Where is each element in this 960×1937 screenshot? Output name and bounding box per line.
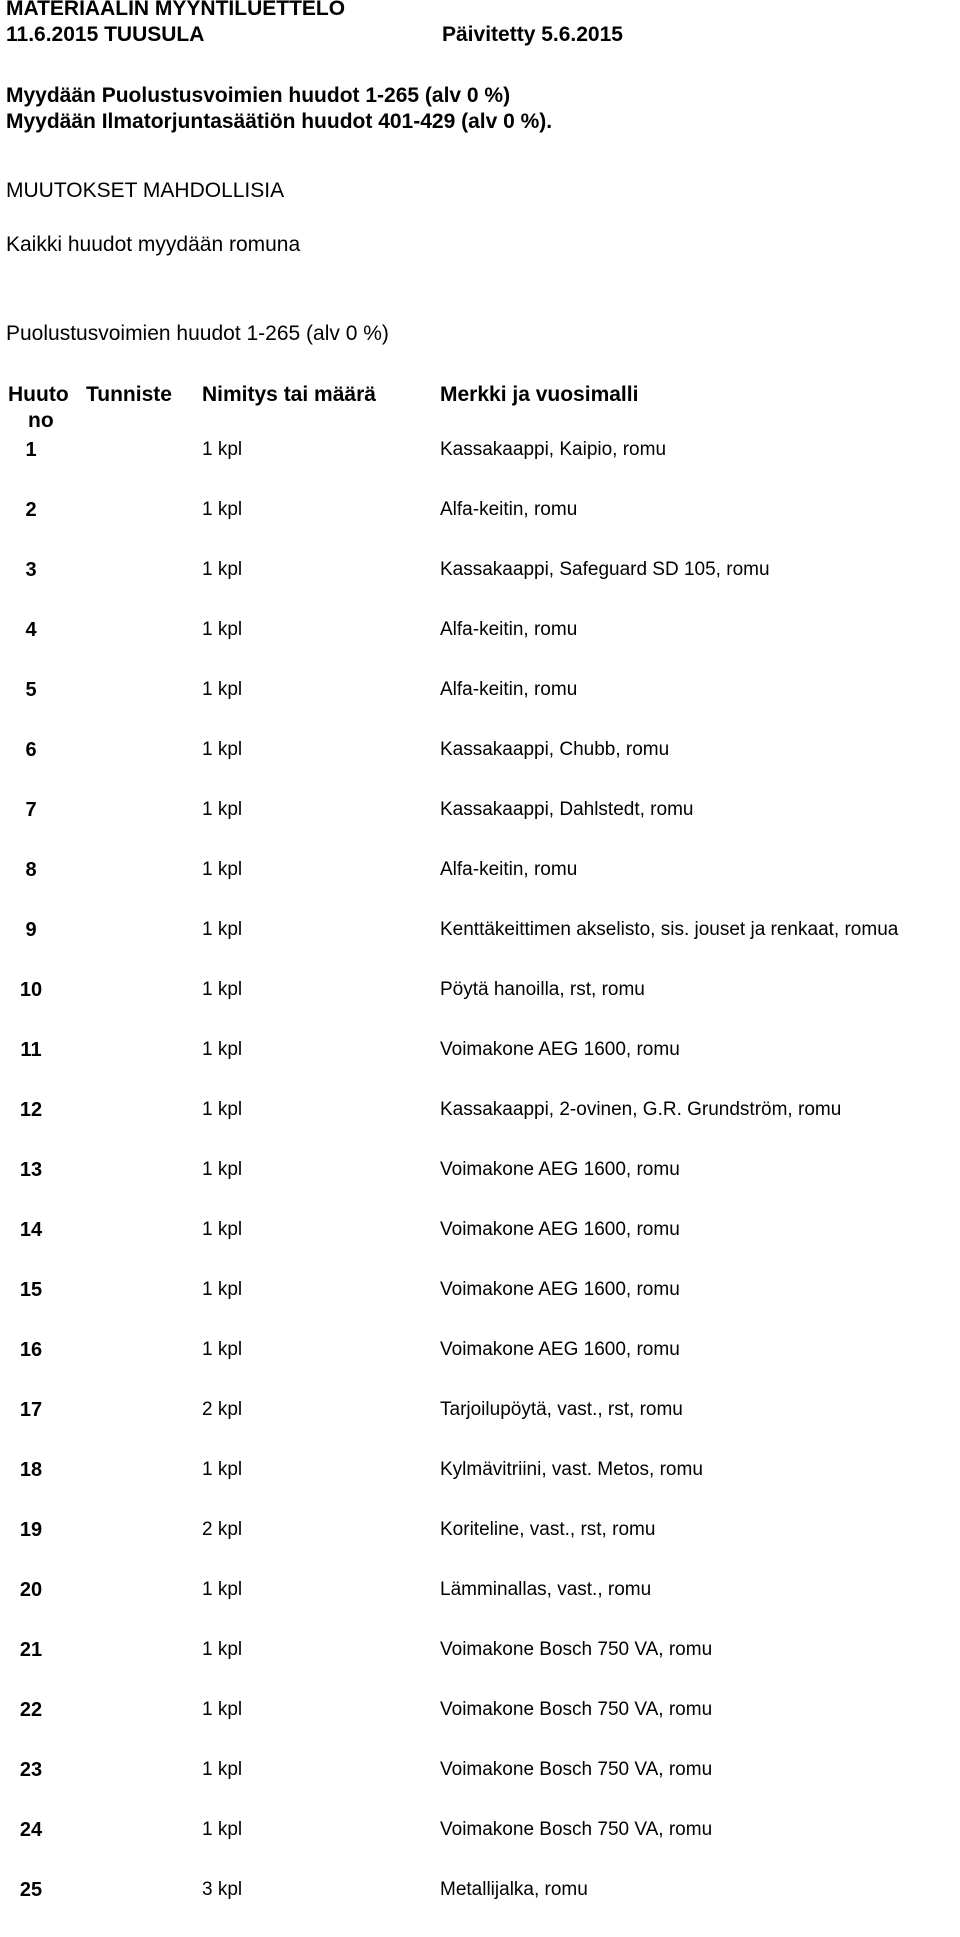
intro-line-1: Myydään Puolustusvoimien huudot 1-265 (alv 0 %) [6, 84, 511, 107]
changes-notice: MUUTOKSET MAHDOLLISIA [6, 179, 285, 202]
table-row [0, 677, 960, 737]
row-quantity: 1 kpl [202, 799, 243, 820]
row-quantity: 2 kpl [202, 1519, 243, 1540]
table-row [0, 1697, 960, 1757]
row-description: Kassakaappi, 2-ovinen, G.R. Grundström, romu [440, 1099, 842, 1120]
row-quantity: 1 kpl [202, 1039, 243, 1060]
row-description: Voimakone Bosch 750 VA, romu [440, 1639, 713, 1660]
row-quantity: 1 kpl [202, 1159, 243, 1180]
row-quantity: 1 kpl [202, 1699, 243, 1720]
column-header-tunniste: Tunniste [86, 383, 172, 406]
table-row [0, 977, 960, 1037]
table-row [0, 1157, 960, 1217]
row-quantity: 1 kpl [202, 1459, 243, 1480]
row-description: Kassakaappi, Chubb, romu [440, 739, 670, 760]
table-row [0, 1577, 960, 1637]
row-huuto-number: 18 [19, 1459, 43, 1481]
table-row [0, 437, 960, 497]
row-quantity: 1 kpl [202, 679, 243, 700]
row-description: Kenttäkeittimen akselisto, sis. jouset ja renkaat, romua [440, 919, 899, 940]
row-description: Voimakone Bosch 750 VA, romu [440, 1819, 713, 1840]
row-quantity: 1 kpl [202, 1339, 243, 1360]
row-huuto-number: 6 [25, 739, 37, 761]
updated-date: Päivitetty 5.6.2015 [442, 23, 623, 46]
table-row [0, 557, 960, 617]
row-quantity: 1 kpl [202, 1819, 243, 1840]
row-quantity: 1 kpl [202, 919, 243, 940]
table-row [0, 617, 960, 677]
row-huuto-number: 25 [19, 1879, 43, 1901]
row-quantity: 1 kpl [202, 1579, 243, 1600]
row-quantity: 3 kpl [202, 1879, 243, 1900]
row-huuto-number: 1 [25, 439, 37, 461]
row-description: Metallijalka, romu [440, 1879, 588, 1900]
table-row [0, 1517, 960, 1577]
row-quantity: 1 kpl [202, 1099, 243, 1120]
row-huuto-number: 13 [19, 1159, 43, 1181]
table-row [0, 1457, 960, 1517]
table-row [0, 1817, 960, 1877]
table-row [0, 1277, 960, 1337]
row-description: Tarjoilupöytä, vast., rst, romu [440, 1399, 683, 1420]
table-row [0, 1217, 960, 1277]
row-description: Alfa-keitin, romu [440, 499, 578, 520]
row-huuto-number: 5 [25, 679, 37, 701]
table-row [0, 1757, 960, 1817]
row-description: Alfa-keitin, romu [440, 679, 578, 700]
table-row [0, 1037, 960, 1097]
table-row [0, 1337, 960, 1397]
row-huuto-number: 22 [19, 1699, 43, 1721]
row-huuto-number: 4 [25, 619, 37, 641]
table-row [0, 917, 960, 977]
row-quantity: 1 kpl [202, 739, 243, 760]
row-huuto-number: 2 [25, 499, 37, 521]
row-huuto-number: 24 [19, 1819, 43, 1841]
table-row [0, 737, 960, 797]
row-description: Alfa-keitin, romu [440, 859, 578, 880]
row-huuto-number: 21 [19, 1639, 43, 1661]
row-huuto-number: 12 [19, 1099, 43, 1121]
row-description: Lämminallas, vast., romu [440, 1579, 652, 1600]
row-description: Voimakone Bosch 750 VA, romu [440, 1759, 713, 1780]
column-header-no: no [28, 409, 54, 432]
row-huuto-number: 11 [20, 1039, 42, 1061]
row-description: Alfa-keitin, romu [440, 619, 578, 640]
row-description: Voimakone Bosch 750 VA, romu [440, 1699, 713, 1720]
row-description: Voimakone AEG 1600, romu [440, 1039, 680, 1060]
row-huuto-number: 16 [19, 1339, 43, 1361]
row-description: Pöytä hanoilla, rst, romu [440, 979, 645, 1000]
row-description: Koriteline, vast., rst, romu [440, 1519, 656, 1540]
column-header-huuto: Huuto [8, 383, 69, 406]
row-huuto-number: 9 [25, 919, 37, 941]
row-description: Kassakaappi, Safeguard SD 105, romu [440, 559, 770, 580]
intro-line-2: Myydään Ilmatorjuntasäätiön huudot 401-429 (alv 0 %). [6, 110, 553, 133]
table-row [0, 1877, 960, 1937]
table-row [0, 497, 960, 557]
table-row [0, 797, 960, 857]
row-quantity: 1 kpl [202, 1279, 243, 1300]
row-description: Voimakone AEG 1600, romu [440, 1219, 680, 1240]
row-huuto-number: 20 [19, 1579, 43, 1601]
row-quantity: 1 kpl [202, 439, 243, 460]
row-description: Kassakaappi, Dahlstedt, romu [440, 799, 694, 820]
row-quantity: 1 kpl [202, 499, 243, 520]
row-description: Voimakone AEG 1600, romu [440, 1339, 680, 1360]
row-quantity: 1 kpl [202, 859, 243, 880]
column-header-nimitys: Nimitys tai määrä [202, 383, 376, 406]
row-quantity: 1 kpl [202, 1219, 243, 1240]
scrap-notice: Kaikki huudot myydään romuna [6, 233, 301, 256]
row-huuto-number: 17 [19, 1399, 43, 1421]
document-title: MATERIAALIN MYYNTILUETTELO [6, 0, 346, 20]
row-huuto-number: 14 [19, 1219, 43, 1241]
table-row [0, 1397, 960, 1457]
row-huuto-number: 3 [25, 559, 37, 581]
row-huuto-number: 23 [19, 1759, 43, 1781]
row-description: Voimakone AEG 1600, romu [440, 1159, 680, 1180]
row-huuto-number: 15 [19, 1279, 43, 1301]
table-row [0, 1637, 960, 1697]
column-header-merkki: Merkki ja vuosimalli [440, 383, 639, 406]
row-description: Voimakone AEG 1600, romu [440, 1279, 680, 1300]
items-table-body [0, 437, 960, 1937]
row-huuto-number: 7 [25, 799, 37, 821]
row-huuto-number: 19 [19, 1519, 43, 1541]
section-title: Puolustusvoimien huudot 1-265 (alv 0 %) [6, 322, 389, 345]
table-row [0, 1097, 960, 1157]
date-place: 11.6.2015 TUUSULA [6, 23, 205, 46]
row-quantity: 2 kpl [202, 1399, 243, 1420]
row-quantity: 1 kpl [202, 979, 243, 1000]
row-quantity: 1 kpl [202, 1759, 243, 1780]
row-quantity: 1 kpl [202, 1639, 243, 1660]
row-quantity: 1 kpl [202, 559, 243, 580]
row-huuto-number: 10 [19, 979, 43, 1001]
row-huuto-number: 8 [25, 859, 37, 881]
row-quantity: 1 kpl [202, 619, 243, 640]
row-description: Kassakaappi, Kaipio, romu [440, 439, 667, 460]
row-description: Kylmävitriini, vast. Metos, romu [440, 1459, 703, 1480]
table-row [0, 857, 960, 917]
